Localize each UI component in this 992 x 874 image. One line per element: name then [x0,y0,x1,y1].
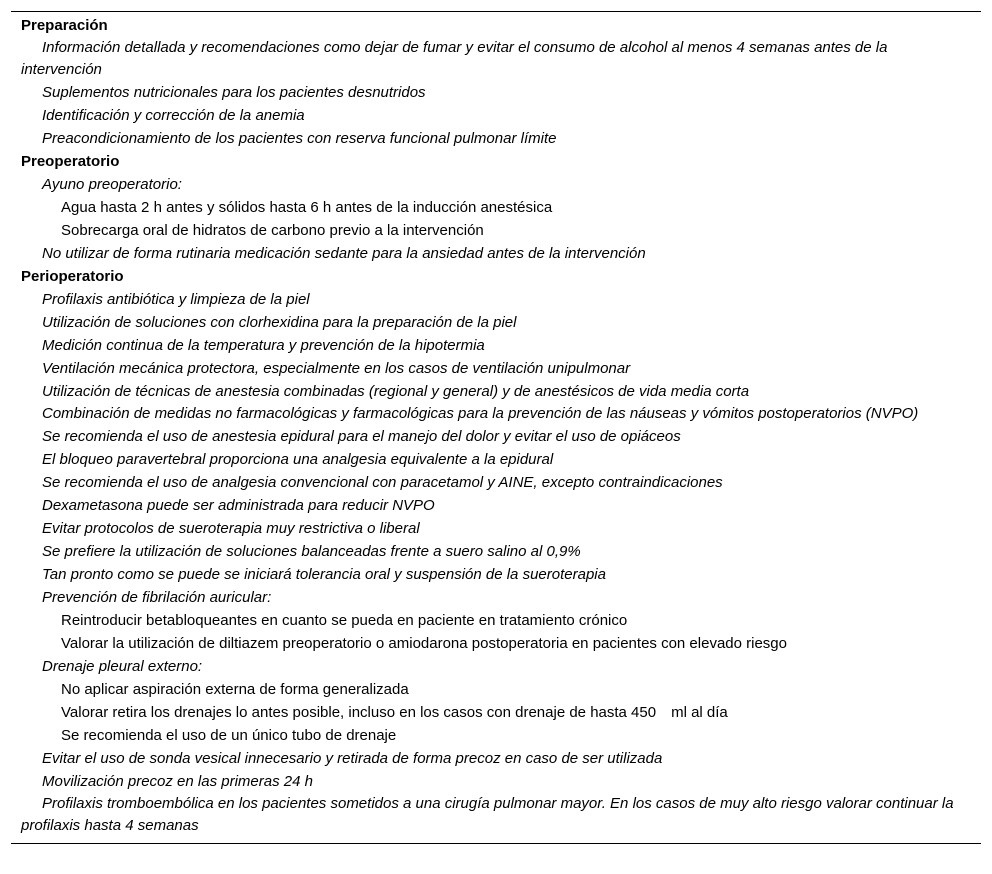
list-item: Combinación de medidas no farmacológicas y farmacológicas para la prevención de las náuseas y vómitos postoperatorios (NVPO) [42,405,919,422]
sub-list-item: Valorar la utilización de diltiazem preoperatorio o amiodarona postoperatoria en pacientes con elevado riesgo [61,635,787,652]
list-item: Utilización de soluciones con clorhexidina para la preparación de la piel [42,314,517,331]
list-item: No utilizar de forma rutinaria medicación sedante para la ansiedad antes de la intervención [42,245,646,262]
list-item: Utilización de técnicas de anestesia combinadas (regional y general) y de anestésicos de vida media corta [42,383,750,400]
list-item: Profilaxis antibiótica y limpieza de la piel [42,291,310,308]
list-item: Evitar protocolos de sueroterapia muy restrictiva o liberal [42,520,420,537]
sub-list-item: Agua hasta 2 h antes y sólidos hasta 6 h antes de la inducción anestésica [61,199,553,216]
list-item: Se recomienda el uso de anestesia epidural para el manejo del dolor y evitar el uso de opiáceos [42,428,681,445]
list-item: Identificación y corrección de la anemia [42,107,305,124]
list-item: Evitar el uso de sonda vesical innecesario y retirada de forma precoz en caso de ser utilizada [42,750,663,767]
subgroup-title-drenaje: Drenaje pleural externo: [42,658,203,675]
section-heading-perioperatorio: Perioperatorio [21,268,124,285]
list-item: Movilización precoz en las primeras 24 h [42,773,313,790]
list-item: Preacondicionamiento de los pacientes con reserva funcional pulmonar límite [42,130,557,147]
sub-list-item: Reintroducir betabloqueantes en cuanto se pueda en paciente en tratamiento crónico [61,612,628,629]
list-item: Suplementos nutricionales para los pacientes desnutridos [42,84,426,101]
subgroup-title-ayuno: Ayuno preoperatorio: [42,176,182,193]
list-item: Se recomienda el uso de analgesia convencional con paracetamol y AINE, excepto contraindicaciones [42,474,723,491]
list-item: El bloqueo paravertebral proporciona una analgesia equivalente a la epidural [42,451,554,468]
list-item: Información detallada y recomendaciones como dejar de fumar y evitar el consumo de alcohol al menos 4 semanas antes de la intervención [21,39,888,78]
sub-list-item: Valorar retira los drenajes lo antes posible, incluso en los casos con drenaje de hasta 450 ml al día [61,704,728,721]
sub-list-item: No aplicar aspiración externa de forma generalizada [61,681,409,698]
list-item: Medición continua de la temperatura y prevención de la hipotermia [42,337,485,354]
list-item: Profilaxis tromboembólica en los pacientes sometidos a una cirugía pulmonar mayor. En los casos de muy alto riesgo valorar continuar la profilaxis hasta 4 semanas [21,795,954,834]
list-item: Dexametasona puede ser administrada para reducir NVPO [42,497,435,514]
section-heading-preoperatorio: Preoperatorio [21,153,120,170]
section-heading-preparacion: Preparación [21,17,108,34]
subgroup-title-fibrilacion: Prevención de fibrilación auricular: [42,589,272,606]
list-item: Ventilación mecánica protectora, especialmente en los casos de ventilación unipulmonar [42,360,631,377]
recommendations-table [11,11,981,844]
list-item: Tan pronto como se puede se iniciará tolerancia oral y suspensión de la sueroterapia [42,566,606,583]
sub-list-item: Se recomienda el uso de un único tubo de drenaje [61,727,397,744]
sub-list-item: Sobrecarga oral de hidratos de carbono previo a la intervención [61,222,484,239]
list-item: Se prefiere la utilización de soluciones balanceadas frente a suero salino al 0,9% [42,543,581,560]
